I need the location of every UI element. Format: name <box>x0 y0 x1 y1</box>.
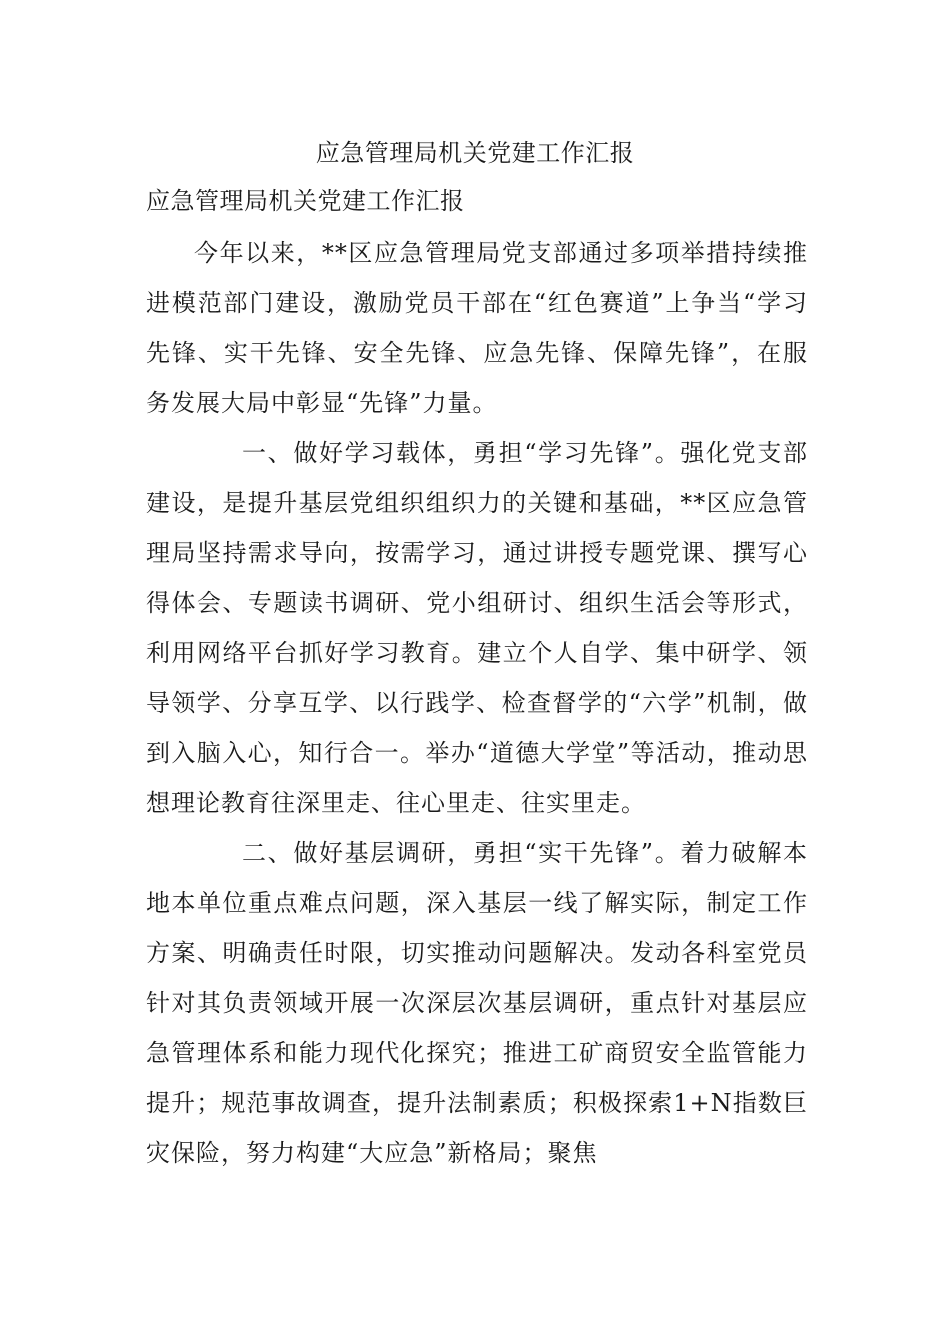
document-body <box>146 228 808 1178</box>
paragraph-practice-pioneer: 二、做好基层调研，勇担“实干先锋”。着力破解本地本单位重点难点问题，深入基层一线了解实际，制定工作方案、明确责任时限，切实推动问题解决。发动各科室党员针对其负责领域开展一次深层次基层调研，重点针对基层应急管理体系和能力现代化探究；推进工矿商贸安全监管能力提升；规范事故调查，提升法制素质；积极探索1+N指数巨灾保险，努力构建“大应急”新格局；聚焦 <box>146 839 808 1167</box>
document-subtitle: 应急管理局机关党建工作汇报 <box>146 187 465 215</box>
paragraph-study-pioneer: 一、做好学习载体，勇担“学习先锋”。强化党支部建设，是提升基层党组织组织力的关键和基础，**区应急管理局坚持需求导向，按需学习，通过讲授专题党课、撰写心得体会、专题读书调研、党小组研讨、组织生活会等形式，利用网络平台抓好学习教育。建立个人自学、集中研学、领导领学、分享互学、以行践学、检查督学的“六学”机制，做到入脑入心，知行合一。举办“道德大学堂”等活动，推动思想理论教育往深里走、往心里走、往实里走。 <box>146 439 808 817</box>
paragraph-intro: 今年以来，**区应急管理局党支部通过多项举措持续推进模范部门建设，激励党员干部在“红色赛道”上争当“学习先锋、实干先锋、安全先锋、应急先锋、保障先锋”，在服务发展大局中彰显“先锋”力量。 <box>146 239 808 417</box>
document-title: 应急管理局机关党建工作汇报 <box>315 139 635 167</box>
